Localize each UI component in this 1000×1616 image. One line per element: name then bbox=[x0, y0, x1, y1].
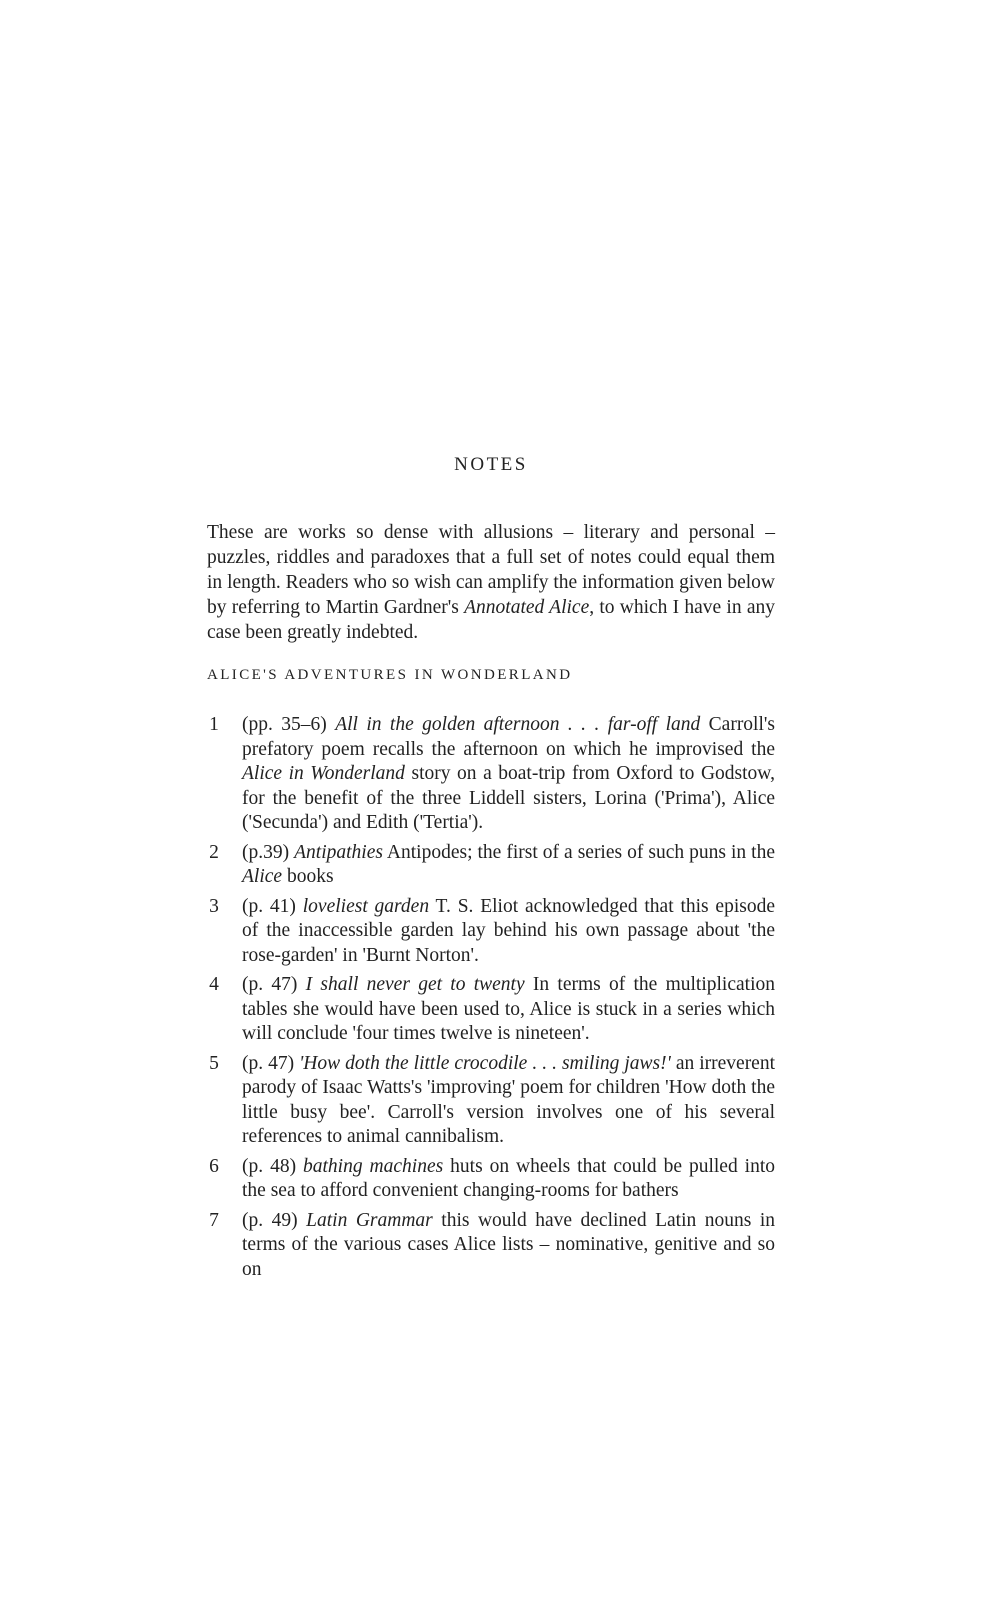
note-text: huts on wheels that could be pulled into the sea to afford convenient changing-rooms for bathers bbox=[242, 1155, 775, 1201]
notes-list bbox=[207, 713, 775, 1282]
intro-book-title: Annotated Alice bbox=[464, 597, 590, 618]
note-item bbox=[207, 1052, 775, 1150]
note-page-reference: (p. 47) bbox=[242, 1052, 295, 1074]
note-text: T. S. Eliot acknowledged that this episode of the inaccessible garden lay behind his own passage about 'the rose-garden' in 'Burnt Norton'. bbox=[242, 895, 775, 966]
note-lemma: Antipathies bbox=[294, 841, 383, 863]
intro-text-part1: These are works so dense with allusions – literary and personal – puzzles, riddles and paradoxes that a full set of notes could equal them in length. Readers who so wish can amplify the information given below by referring to Martin Gardner's bbox=[207, 522, 775, 618]
note-italic-title: Alice bbox=[242, 866, 283, 887]
note-lemma: bathing machines bbox=[303, 1155, 444, 1177]
note-page-reference: (p. 47) bbox=[242, 974, 298, 995]
note-lemma: Latin Grammar bbox=[306, 1209, 433, 1231]
page-title: NOTES bbox=[454, 454, 528, 475]
note-page-reference: (p. 49) bbox=[242, 1209, 298, 1231]
note-page-reference: (pp. 35–6) bbox=[242, 714, 327, 735]
note-lemma: All in the golden afternoon . . . far-off land bbox=[335, 714, 701, 735]
note-number: 7 bbox=[209, 1209, 219, 1231]
note-lemma: 'How doth the little crocodile . . . smiling jaws!' bbox=[299, 1052, 671, 1074]
note-lemma: loveliest garden bbox=[302, 895, 430, 917]
intro-paragraph bbox=[207, 520, 775, 645]
note-text: this would have declined Latin nouns in terms of the various cases Alice lists – nominative, genitive and so on bbox=[242, 1209, 776, 1280]
note-item bbox=[207, 713, 775, 836]
page-content bbox=[207, 452, 775, 1287]
note-italic-title: Alice in Wonderland bbox=[242, 763, 405, 784]
note-item bbox=[207, 1155, 775, 1204]
note-page-reference: (p. 41) bbox=[242, 895, 296, 917]
note-item bbox=[207, 973, 775, 1047]
section-title: ALICE'S ADVENTURES IN WONDERLAND bbox=[207, 667, 573, 683]
note-item bbox=[207, 1209, 775, 1283]
note-text: In terms of the multiplication tables she would have been used to, Alice is stuck in a series which will conclude 'four times twelve is nineteen'. bbox=[242, 974, 775, 1044]
note-text-continued: story on a boat-trip from Oxford to Godstow, for the benefit of the three Liddell sisters, Lorina ('Prima'), Alice ('Secunda') and Edith ('Tertia'). bbox=[242, 763, 775, 833]
note-page-reference: (p. 48) bbox=[242, 1155, 297, 1177]
note-lemma: I shall never get to twenty bbox=[305, 974, 525, 995]
note-text: an irreverent parody of Isaac Watts's 'improving' poem for children 'How doth the little busy bee'. Carroll's version involves one of his several references to animal cannibalism. bbox=[242, 1052, 776, 1147]
note-number: 2 bbox=[209, 841, 219, 863]
note-item bbox=[207, 895, 775, 969]
note-number: 3 bbox=[209, 895, 219, 917]
note-number: 4 bbox=[209, 974, 219, 995]
intro-text-part2: , to which I have in any case been greatly indebted. bbox=[207, 597, 775, 643]
note-number: 5 bbox=[209, 1052, 219, 1074]
note-text: Antipodes; the first of a series of such puns in the bbox=[382, 841, 775, 863]
note-number: 1 bbox=[209, 714, 219, 735]
note-number: 6 bbox=[209, 1155, 219, 1177]
note-text-continued: books bbox=[282, 866, 334, 887]
note-page-reference: (p.39) bbox=[242, 841, 290, 863]
note-text: Carroll's prefatory poem recalls the afternoon on which he improvised the bbox=[242, 714, 775, 760]
note-item bbox=[207, 841, 775, 890]
